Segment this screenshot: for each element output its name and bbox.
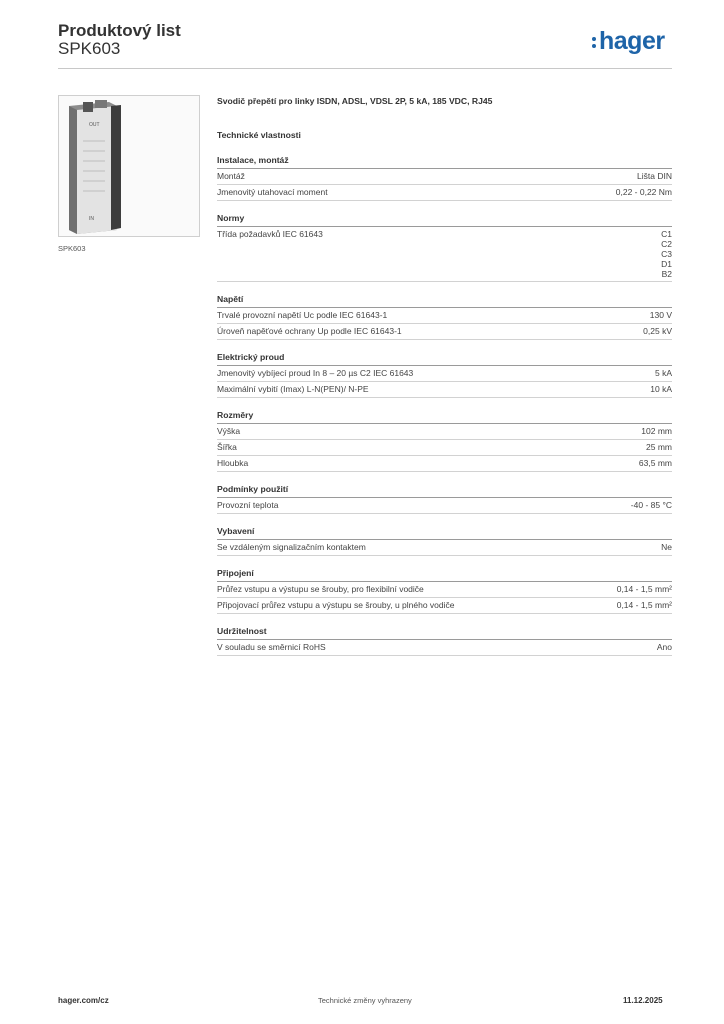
spec-value [650,310,672,320]
spec-value [617,584,672,594]
spec-value [641,426,672,436]
spec-sections [217,155,672,656]
spec-label: Šířka [217,442,237,452]
spec-value-line: 5 kA [654,368,672,378]
section-title: Vybavení [217,526,672,540]
spec-value [639,458,672,468]
page-title: Produktový list [58,21,181,40]
spec-label: V souladu se směrnicí RoHS [217,642,326,652]
spec-section [217,526,672,556]
spec-value-line: C3 [661,249,672,259]
section-title: Podmínky použití [217,484,672,498]
hager-logo[interactable] [592,27,665,56]
spec-row [217,456,672,472]
logo-dots-icon [592,32,597,51]
product-description: Svodič přepětí pro linky ISDN, ADSL, VDSL 2P, 5 kA, 185 VDC, RJ45 [217,96,493,106]
section-title: Rozměry [217,410,672,424]
spec-label: Jmenovitý utahovací moment [217,187,328,197]
spec-value-line: 0,14 - 1,5 mm² [616,600,672,610]
spec-label: Hloubka [217,458,249,468]
spec-value-line: 130 V [649,310,672,320]
spec-row [217,227,672,282]
header-divider [58,68,672,69]
spec-section [217,294,672,340]
spec-row [217,366,672,382]
image-caption: SPK603 [58,244,86,253]
product-image [58,95,200,237]
spec-value [631,500,672,510]
image-label-out: OUT [89,122,100,128]
spec-value-line: Ano [656,642,672,652]
tech-title: Technické vlastnosti [217,130,301,140]
spec-row [217,185,672,201]
spec-label: Třída požadavků IEC 61643 [217,229,323,239]
spec-label: Se vzdáleným signalizačním kontaktem [217,542,366,552]
spec-row [217,640,672,656]
spec-section [217,213,672,282]
spec-label: Připojovací průřez vstupu a výstupu se šrouby, u plného vodiče [217,600,455,610]
spec-value-line: C2 [661,239,672,249]
spec-value-line: 0,25 kV [643,326,672,336]
logo-text: hager [599,27,665,55]
spec-value [637,171,672,181]
spec-value [657,642,672,652]
spec-row [217,582,672,598]
spec-value-line: -40 - 85 °C [630,500,672,510]
spec-value-line: D1 [661,259,672,269]
section-title: Připojení [217,568,672,582]
spec-value-line: 10 kA [650,384,672,394]
spec-section [217,155,672,201]
spec-label: Provozní teplota [217,500,279,510]
spec-row [217,308,672,324]
spec-label: Jmenovitý vybíjecí proud In 8 – 20 µs C2 IEC 61643 [217,368,414,378]
product-code: SPK603 [58,39,121,58]
spec-label: Maximální vybití (Imax) L-N(PEN)/ N-PE [217,384,369,394]
spec-content [217,96,672,668]
spec-value [661,542,672,552]
image-label-in: IN [89,216,94,222]
spec-value-line: 25 mm [646,442,672,452]
spec-value [646,442,672,452]
spec-value-line: 0,22 - 0,22 Nm [615,187,672,197]
footer-note: Technické změny vyhrazeny [318,996,412,1005]
section-title: Normy [217,213,672,227]
spec-value-line: C1 [661,229,672,239]
spec-value-line: 0,14 - 1,5 mm² [616,584,672,594]
footer-website[interactable]: hager.com/cz [58,996,109,1005]
spec-row [217,540,672,556]
spec-value [661,229,672,279]
spec-row [217,498,672,514]
spec-label: Průřez vstupu a výstupu se šrouby, pro flexibilní vodiče [217,584,424,594]
spec-row [217,382,672,398]
spec-value [655,368,672,378]
spec-value [643,326,672,336]
section-title: Instalace, montáž [217,155,672,169]
spec-row [217,169,672,185]
spec-row [217,598,672,614]
spec-value-line: 102 mm [641,426,672,436]
spec-label: Výška [217,426,241,436]
spec-section [217,626,672,656]
spec-value-line: Ne [661,542,672,552]
spec-section [217,568,672,614]
spec-value [650,384,672,394]
section-title: Udržitelnost [217,626,672,640]
spec-label: Trvalé provozní napětí Uc podle IEC 61643-1 [217,310,388,320]
spec-value-line: B2 [661,269,672,279]
spec-row [217,440,672,456]
spec-label: Montáž [217,171,245,181]
spec-row [217,324,672,340]
spec-row [217,424,672,440]
section-title: Elektrický proud [217,352,672,366]
spec-section [217,352,672,398]
spec-value-line: Lišta DIN [637,171,672,181]
footer-date: 11.12.2025 [623,996,663,1005]
spec-value-line: 63,5 mm [638,458,672,468]
spec-label: Úroveň napěťové ochrany Up podle IEC 61643-1 [217,326,402,336]
section-title: Napětí [217,294,672,308]
spec-section [217,410,672,472]
surge-protector-icon [59,96,199,236]
spec-value [616,187,672,197]
spec-section [217,484,672,514]
spec-value [617,600,672,610]
